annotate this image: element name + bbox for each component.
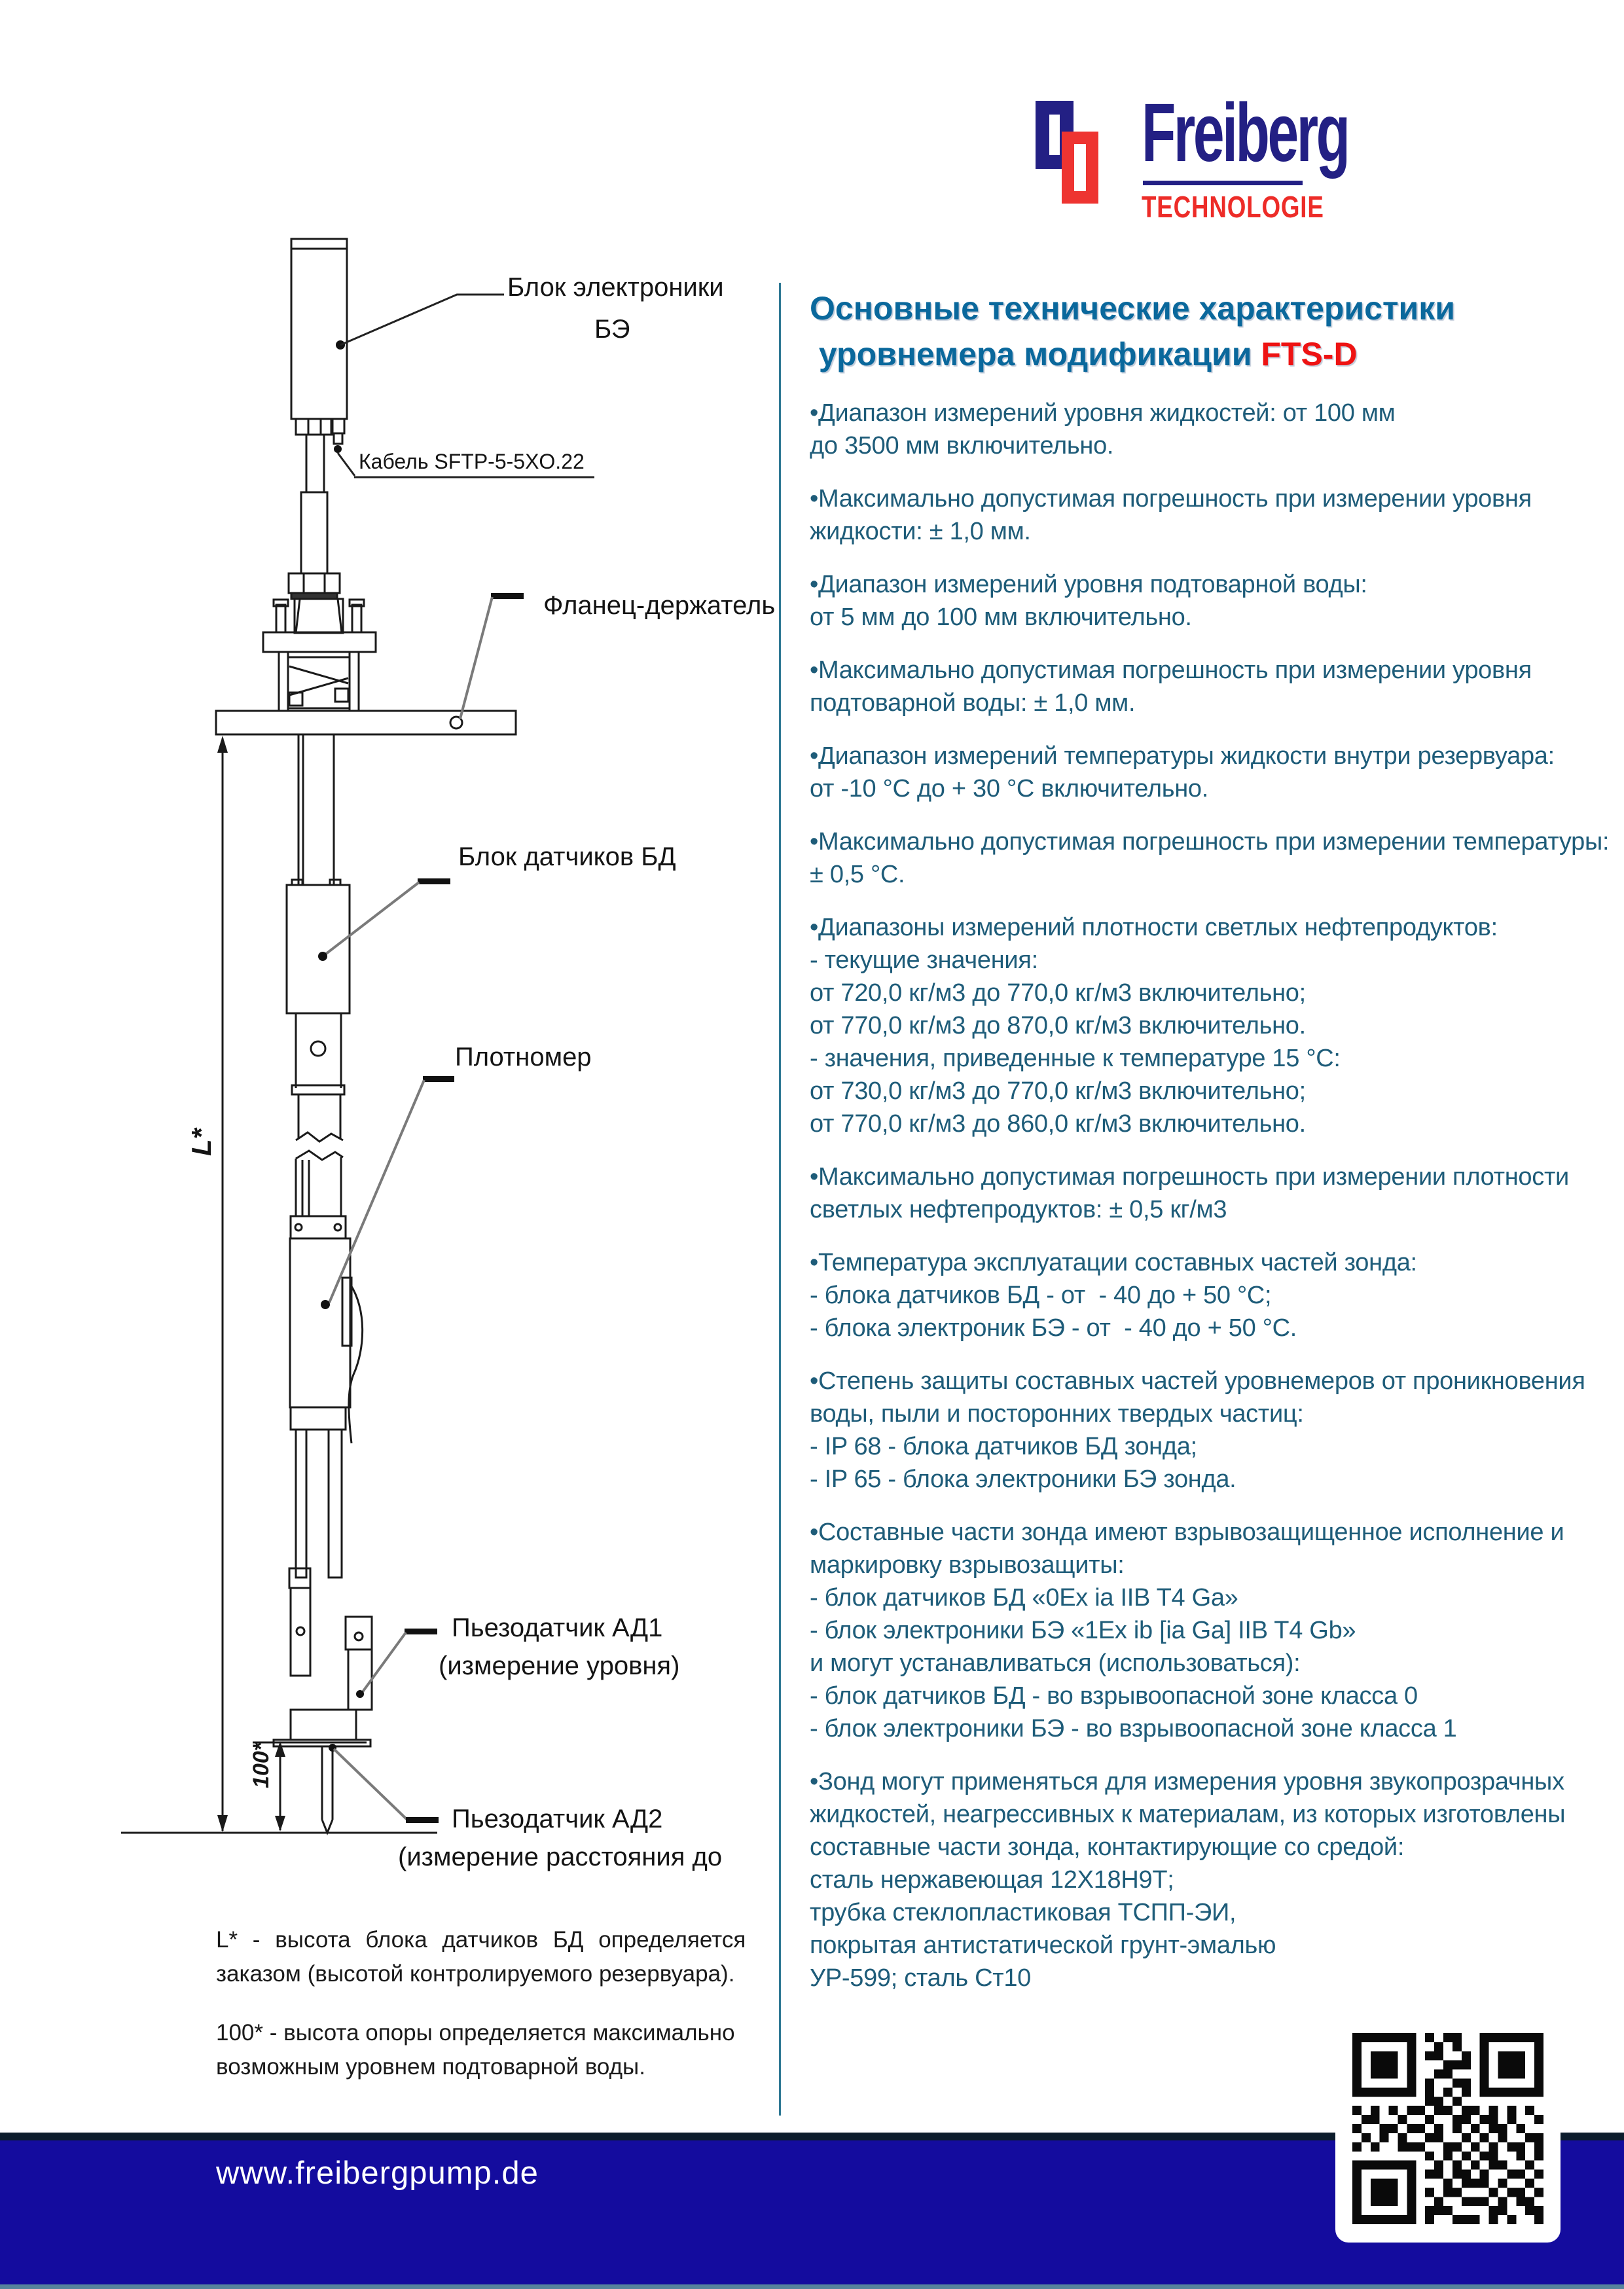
spec-line: жидкостей, неагрессивных к материалам, из которых изготовлены: [810, 1801, 1566, 1828]
spec-line: покрытая антистатической грунт-эмалью: [810, 1932, 1276, 1959]
spec-line: - IP 65 - блока электроники БЭ зонда.: [810, 1466, 1236, 1493]
footnote-line: L* - высота блока датчиков БД определяется: [216, 1927, 746, 1953]
footnote-line: возможным уровнем подтоварной воды.: [216, 2054, 645, 2080]
upper-pipe: [301, 435, 327, 573]
spec-paragraph: [810, 1246, 1615, 1344]
spec-line: до 3500 мм включительно.: [810, 432, 1114, 460]
footnote-line: 100* - высота опоры определяется максимально: [216, 2020, 735, 2046]
logo-subtitle: TECHNOLOGIE: [1142, 190, 1324, 224]
model-code: FTS-D: [1261, 336, 1358, 372]
spec-line: сталь нержавеющая 12Х18Н9Т;: [810, 1866, 1174, 1894]
company-logo: [1033, 86, 1439, 243]
label-electronics-line2: БЭ: [594, 315, 630, 344]
label-densitometer: Плотномер: [455, 1043, 592, 1072]
spec-line: трубка стеклопластиковая ТСПП-ЭИ,: [810, 1899, 1236, 1926]
footnote-l: [216, 1923, 759, 1991]
spec-line: от 770,0 кг/м3 до 860,0 кг/м3 включительно.: [810, 1110, 1306, 1138]
spec-line: •Составные части зонда имеют взрывозащищенное исполнение и: [810, 1519, 1564, 1546]
spec-paragraph: [810, 568, 1615, 634]
label-piezo1-line2: (измерение уровня): [439, 1651, 680, 1680]
title-line2: уровнемера модификации: [810, 336, 1261, 372]
spec-line: •Максимально допустимая погрешность при измерении температуры:: [810, 828, 1610, 856]
dimension-l: [217, 736, 228, 1832]
spec-line: •Температура эксплуатации составных частей зонда:: [810, 1249, 1417, 1276]
label-piezo1-line1: Пьезодатчик АД1: [452, 1613, 663, 1642]
spec-line: от 720,0 кг/м3 до 770,0 кг/м3 включительно;: [810, 979, 1306, 1007]
title-line1: Основные технические характеристики: [810, 290, 1455, 327]
spec-paragraph: [810, 825, 1615, 891]
label-electronics-line1: Блок электроники: [507, 273, 724, 302]
spec-line: ± 0,5 °C.: [810, 861, 905, 888]
spec-line: •Диапазон измерений уровня жидкостей: от 100 мм: [810, 399, 1396, 427]
spec-line: - блок электроники БЭ - во взрывоопасной зоне класса 1: [810, 1715, 1457, 1742]
spec-paragraph: [810, 1365, 1615, 1496]
spec-line: от 5 мм до 100 мм включительно.: [810, 604, 1192, 631]
spec-line: •Максимально допустимая погрешность при измерении уровня: [810, 485, 1532, 513]
spec-line: •Максимально допустимая погрешность при измерении уровня: [810, 657, 1532, 684]
spec-line: - значения, приведенные к температуре 15 °C:: [810, 1045, 1341, 1072]
label-piezo2-line1: Пьезодатчик АД2: [452, 1805, 663, 1833]
label-dim-l: L*: [186, 1128, 217, 1156]
riser-pipe: [298, 734, 334, 885]
label-cable: Кабель SFTP-5-5XO.22: [359, 450, 585, 473]
flange-plate: [216, 711, 516, 734]
spec-paragraph: [810, 654, 1615, 719]
spec-paragraph: [810, 1765, 1615, 1994]
qr-code: [1335, 2015, 1561, 2243]
spec-line: жидкости: ± 1,0 мм.: [810, 518, 1031, 545]
dimension-100: [275, 1741, 285, 1831]
spec-line: от -10 °C до + 30 °C включительно.: [810, 775, 1208, 802]
footnote-100: [216, 2016, 759, 2084]
spec-line: УР-599; сталь Ст10: [810, 1964, 1032, 1992]
sensor-block-housing: [287, 880, 350, 1216]
label-sensor-block: Блок датчиков БД: [458, 842, 676, 871]
flange-assembly: [263, 632, 376, 711]
logo-wordmark: Freiberg: [1142, 86, 1348, 179]
spec-line: воды, пыли и посторонних твердых частиц:: [810, 1400, 1304, 1428]
spec-line: - текущие значения:: [810, 946, 1038, 974]
spec-line: - IP 68 - блока датчиков БД зонда;: [810, 1433, 1197, 1460]
logo-underline: [1143, 181, 1303, 185]
spec-line: подтоварной воды: ± 1,0 мм.: [810, 689, 1136, 717]
spec-paragraph: [810, 397, 1615, 462]
page-title: [810, 285, 1455, 377]
spec-line: •Диапазоны измерений плотности светлых нефтепродуктов:: [810, 914, 1498, 941]
probe-technical-drawing: [0, 229, 851, 1871]
spec-line: - блока электроник БЭ - от - 40 до + 50 °C.: [810, 1314, 1297, 1342]
spec-paragraph: [810, 482, 1615, 548]
spec-line: от 730,0 кг/м3 до 770,0 кг/м3 включительно;: [810, 1077, 1306, 1105]
gland-nut: [274, 573, 364, 633]
spec-line: и могут устанавливаться (использоваться):: [810, 1649, 1301, 1677]
spec-paragraph: [810, 1161, 1615, 1226]
specs-list: [810, 397, 1615, 2015]
spec-line: - блок датчиков БД «0Ex ia IIB T4 Ga»: [810, 1584, 1238, 1612]
label-flange: Фланец-держатель: [543, 591, 776, 620]
spec-line: составные части зонда, контактирующие со средой:: [810, 1833, 1405, 1861]
footnote-line: заказом (высотой контролируемого резервуара).: [216, 1961, 735, 1987]
website-url: www.freibergpump.de: [216, 2155, 539, 2191]
label-dim-100: 100*: [249, 1742, 274, 1788]
spec-line: - блок электроники БЭ «1Ex ib [ia Ga] IIB T4 Gb»: [810, 1617, 1356, 1644]
spec-line: •Диапазон измерений температуры жидкости внутри резервуара:: [810, 742, 1555, 770]
spec-line: - блока датчиков БД - от - 40 до + 50 °C;: [810, 1282, 1272, 1309]
spec-paragraph: [810, 740, 1615, 805]
lower-tubes: [289, 1430, 372, 1710]
spec-line: светлых нефтепродуктов: ± 0,5 кг/м3: [810, 1196, 1227, 1223]
label-piezo2-line2: (измерение расстояния до: [398, 1843, 723, 1871]
spec-line: от 770,0 кг/м3 до 870,0 кг/м3 включительно.: [810, 1012, 1306, 1039]
spec-paragraph: [810, 911, 1615, 1140]
spec-line: •Степень защиты составных частей уровнемеров от проникновения: [810, 1367, 1585, 1395]
spec-paragraph: [810, 1516, 1615, 1745]
spec-line: •Зонд могут применяться для измерения уровня звукопрозрачных: [810, 1768, 1564, 1795]
spec-line: маркировку взрывозащиты:: [810, 1551, 1125, 1579]
spec-line: •Максимально допустимая погрешность при измерении плотности: [810, 1163, 1569, 1191]
qr-code-pattern: [1352, 2033, 1543, 2224]
logo-red-square-icon: [1062, 132, 1098, 204]
spec-line: - блок датчиков БД - во взрывоопасной зоне класса 0: [810, 1682, 1418, 1710]
spec-line: •Диапазон измерений уровня подтоварной воды:: [810, 571, 1367, 598]
